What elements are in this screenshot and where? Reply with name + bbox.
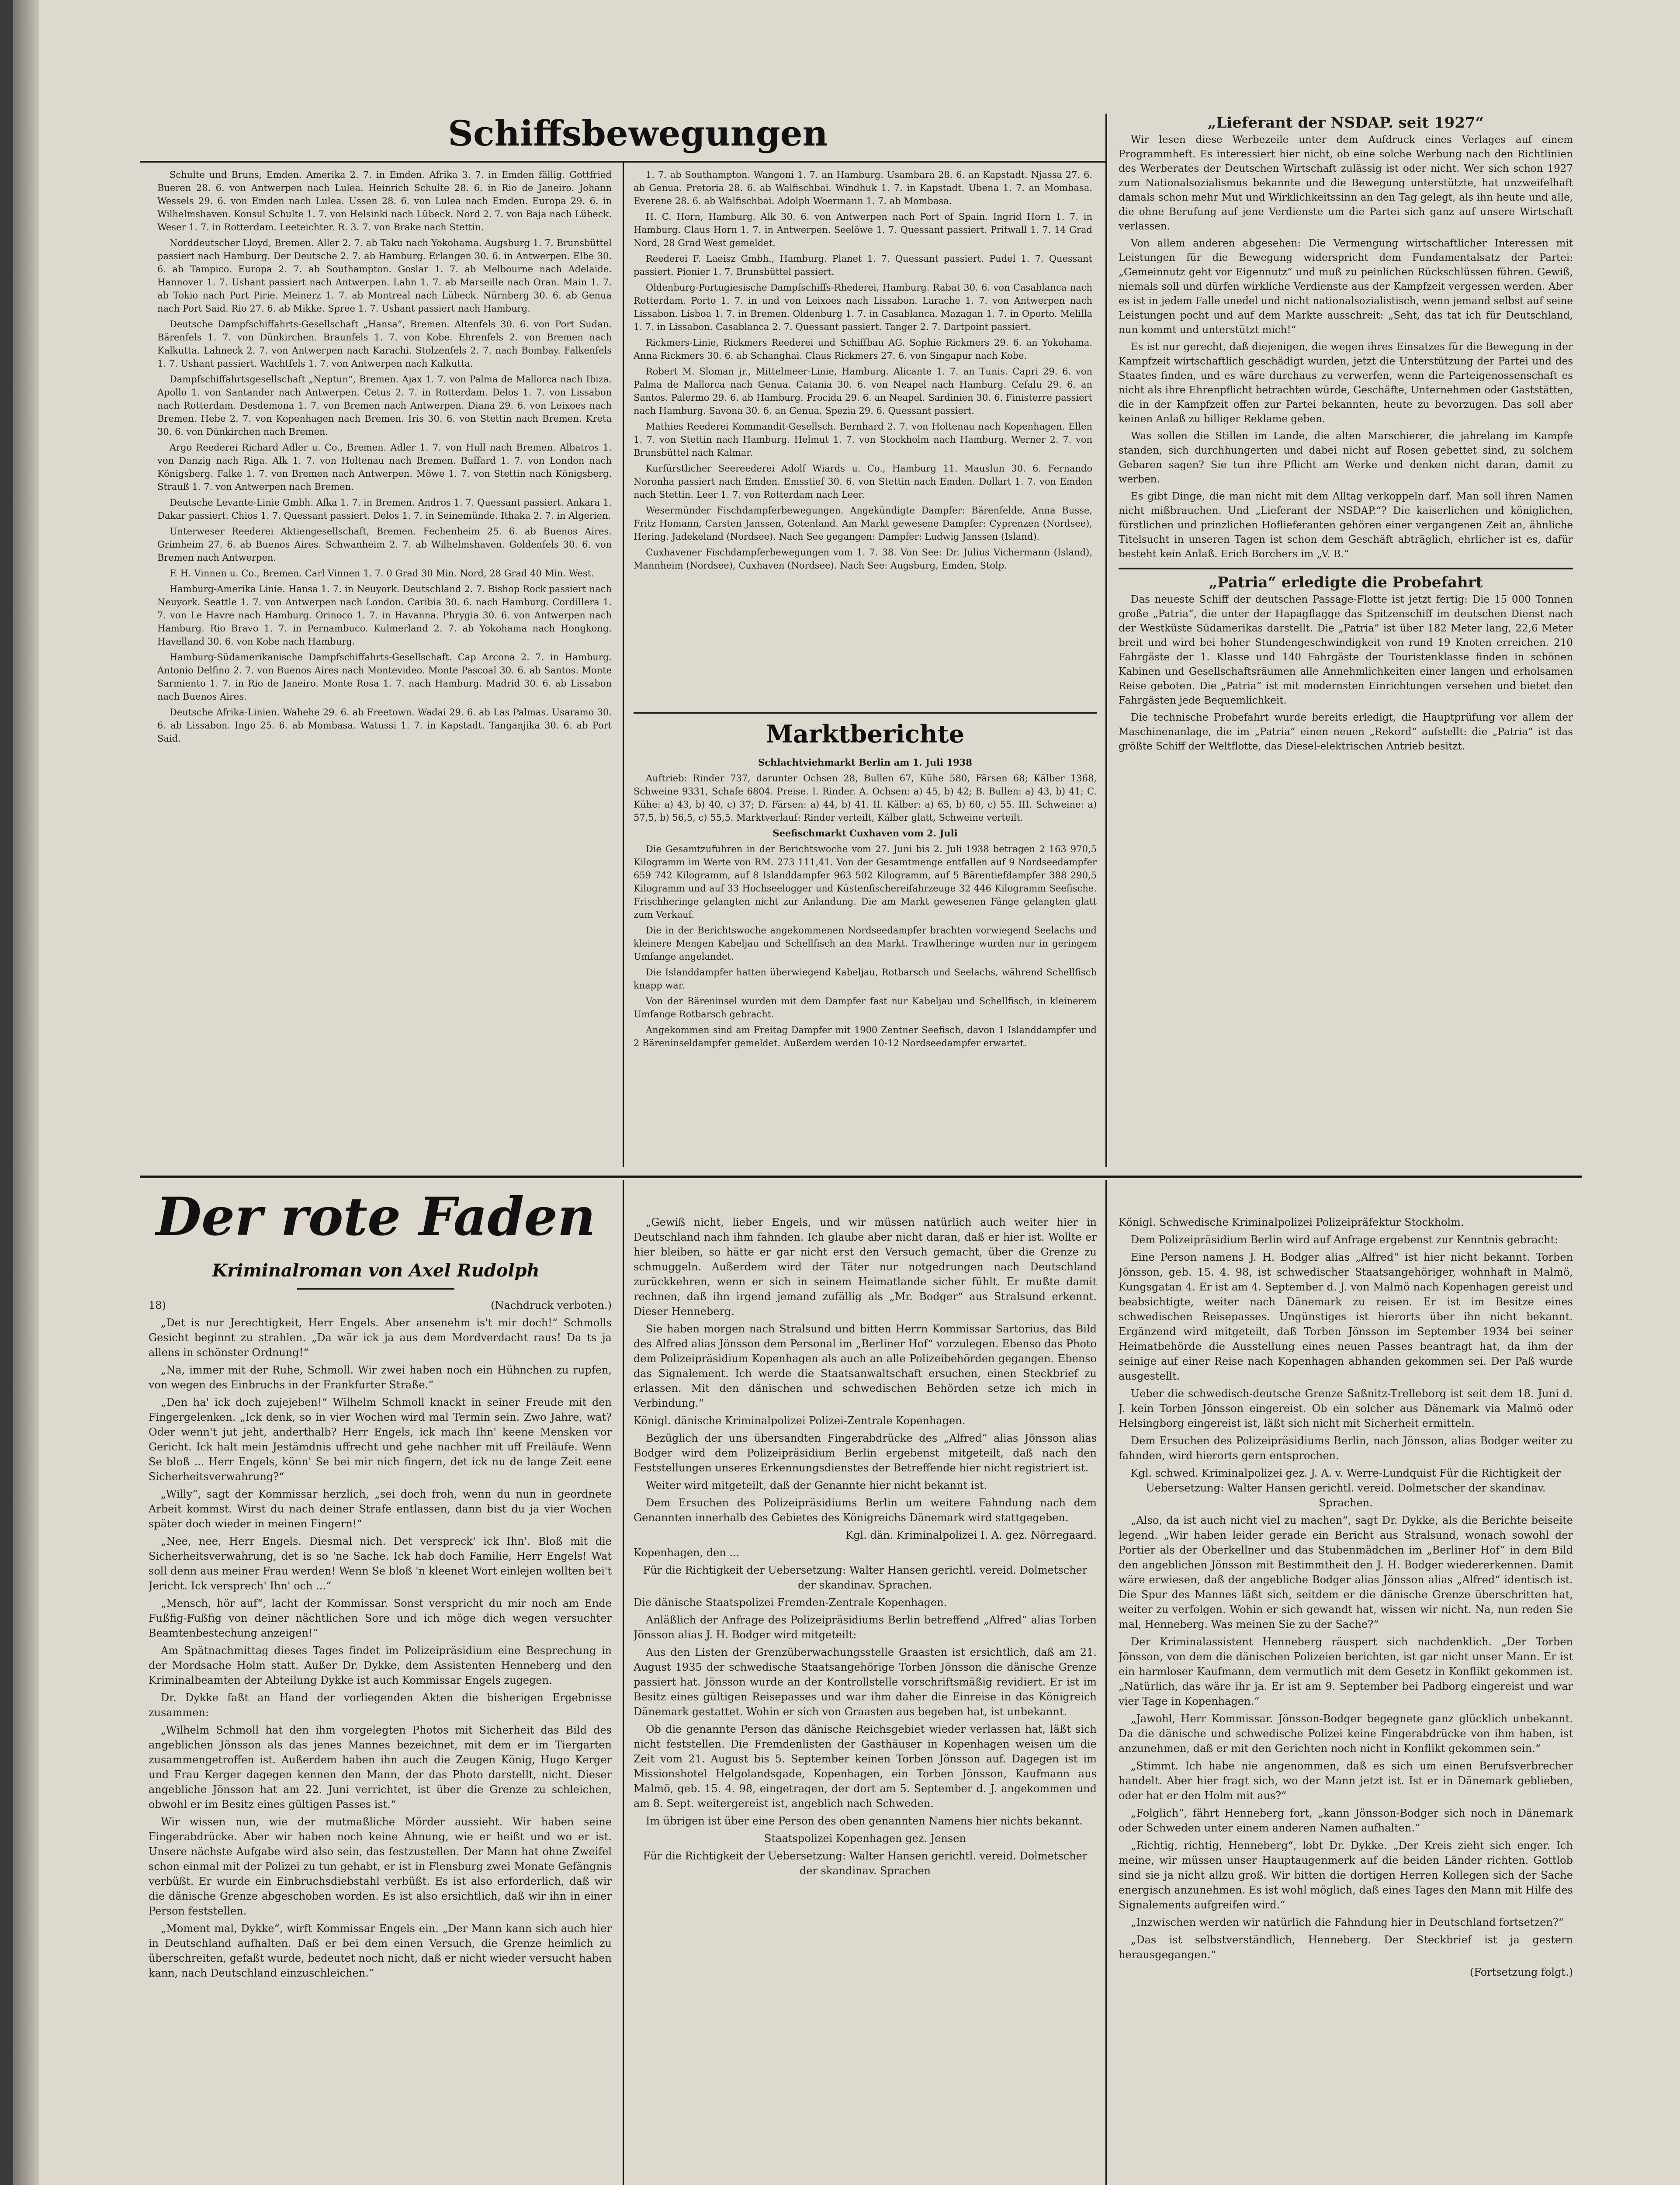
roman-p: Im übrigen ist über eine Person des oben genannten Namens hier nichts bekannt. bbox=[646, 1815, 1083, 1827]
roman-number: 18) bbox=[149, 1299, 166, 1311]
markt-heading: Schlachtviehmarkt Berlin am 1. Juli 1938 bbox=[758, 757, 972, 768]
section-rule bbox=[140, 1176, 1582, 1178]
roman-p: Eine Person namens J. H. Bodger alias „Alfred“ ist hier nicht bekannt. Torben Jönsson, geb. 15. 4. 98, ist schwedischer Staatsangehöriger, wohnhaft in Malmö, Kungsgatan 4. Er ist am 4. September d. J. von Malmö nach Kopenhagen gereist und beabsichtigte, weiter nach Dänemark zu reisen. Er ist im Besitze eines schwedischen Reisepasses. Ungünstiges ist hierorts über ihn nicht bekannt. Ergänzend wird mitgeteilt, daß Torben Jönsson im September 1934 bei seiner Heimatbehörde die Ausstellung eines neuen Passes beantragt hat, da ihm der seinige auf einer Reise nach Kopenhagen abhanden gekommen sei. Der Paß wurde ausgestellt. bbox=[1119, 1251, 1573, 1382]
roman-p: Dem Ersuchen des Polizeipräsidiums Berlin, nach Jönsson, alias Bodger weiter zu fahnden, wird hierorts gern entsprochen. bbox=[1119, 1435, 1573, 1462]
roman-p: Sie haben morgen nach Stralsund und bitten Herrn Kommissar Sartorius, das Bild des Alfred alias Jönsson dem Personal im „Berliner Hof“ vorzulegen. Ebenso das Photo dem Polizeipräsidium Kopenhagen als auch an alle Polizeibehörden gegangen. Ebenso das Signalement. Ich werde die Staatsanwaltschaft ersuchen, einen Steckbrief zu erlassen. Mit den dänischen und schwedischen Behörden setze ich mich in Verbindung.“ bbox=[634, 1323, 1097, 1409]
roman-p: „Richtig, richtig, Henneberg“, lobt Dr. Dykke. „Der Kreis zieht sich enger. Ich meine, wir müssen unser Hauptaugenmerk auf die beiden Länder richten. Gottlob sind sie ja nicht allzu groß. Wir bitten die dortigen Herren Kollegen sich der Sache energisch anzunehmen. Es ist wohl möglich, daß eines Tages den Mann mit Hilfe des Signalements aufgreifen wird.“ bbox=[1119, 1839, 1573, 1911]
lieferant-p: Von allem anderen abgesehen: Die Vermengung wirtschaftlicher Interessen mit Leistungen für die Bewegung widerspricht dem Fundamentalsatz der Partei: „Gemeinnutz geht vor Eigennutz“ und muß zu peinlichen Rückschlüssen führen. Gewiß, niemals soll und dürfen wirkliche Verdienste aus der Kampfzeit vergessen werden. Aber es ist in jedem Falle unedel und nicht nationalsozialistisch, wenn jemand selbst auf seine Leistungen pocht und auf dem Markte ausschreit: „Seht, das tat ich für Deutschland, nun kommt und unterstützt mich!“ bbox=[1119, 238, 1573, 336]
schiff-col1-p: Norddeutscher Lloyd, Bremen. Aller 2. 7. ab Taku nach Yokohama. Augsburg 1. 7. Brunsbüttel passiert nach Hamburg. Der Deutsche 2. 7. ab Hamburg. Erlangen 30. 6. in Antwerpen. Elbe 30. 6. ab Tampico. Europa 2. 7. ab Southampton. Goslar 1. 7. ab Melbourne nach Adelaide. Hannover 1. 7. Ushant passiert nach Antwerpen. Lahn 1. 7. ab Marseille nach Oran. Main 1. 7. ab Tokio nach Port Pirie. Meinerz 1. 7. ab Montreal nach Lübeck. Nürnberg 30. 6. ab Genua nach Port Said. Rio 27. 6. ab Mikke. Spree 1. 7. Ushant passiert nach Hamburg. bbox=[157, 238, 612, 314]
schiff-col2-p: 1. 7. ab Southampton. Wangoni 1. 7. an Hamburg. Usambara 28. 6. an Kapstadt. Njassa 27. 6. ab Genua. Pretoria 28. 6. ab Walfischbai. Windhuk 1. 7. in Kapstadt. Ubena 1. 7. an Mombasa. Everene 28. 6. ab Walfischbai. Adolph Woermann 1. 7. ab Mombasa. bbox=[634, 170, 1092, 206]
markt-p: Die in der Berichtswoche angekommenen Nordseedampfer brachten vorwiegend Seelachs und kleinere Mengen Kabeljau und Schellfisch an den Markt. Trawlheringe wurden nur in geringem Umfange angelandet. bbox=[634, 925, 1097, 962]
lieferant-p: Was sollen die Stillen im Lande, die alten Marschierer, die jahrelang im Kampfe standen, sich durchhungerten und dabei nicht auf Rosen gebettet sind, zu solchem Gebaren sagen? Sie tun ihre Pflicht am Werke und denken nicht daran, damit zu werben. bbox=[1119, 430, 1573, 485]
markt-p: Von der Bäreninsel wurden mit dem Dampfer fast nur Kabeljau und Schellfisch, in kleinerem Umfange Rotbarsch gebracht. bbox=[634, 996, 1097, 1020]
newspaper-page bbox=[13, 0, 1680, 2185]
lieferant-p: Wir lesen diese Werbezeile unter dem Aufdruck eines Verlages auf einem Programmheft. Es interessiert hier nicht, ob eine solche Werbung nach den Richtlinien des Werberates der Deutschen Wirtschaft zulässig ist oder nicht. Wer sich schon 1927 zum Nationalsozialismus bekannte und die Bewegung unterstützte, hat unzweifelhaft damals schon mehr Mut und Wirklichkeitssinn an den Tag gelegt, als ihn heute und alle, die ohne Berufung auf jene Verdienste um die Partei sich ganz auf unsere Wirtschaft verlassen. bbox=[1119, 134, 1573, 232]
roman-p: „Nee, nee, Herr Engels. Diesmal nich. Det verspreck' ick Ihn'. Bloß mit die Sicherheitsverwahrung, det is so 'ne Sache. Ick hab doch Familie, Herr Engels! Wat soll denn aus meiner Frau werden! Wenn Se bloß 'n kleenet Wort einlejen wollten bei't Jericht. Ick versprech' Ihn' och ...“ bbox=[149, 1535, 612, 1592]
roman-p: „Det is nur Jerechtigkeit, Herr Engels. Aber ansenehm is't mir doch!“ Schmolls Gesicht beginnt zu strahlen. „Da wär ick ja aus dem Mordverdacht raus! Da ts ja allens in schönster Ordnung!“ bbox=[149, 1317, 612, 1359]
markt-p: Angekommen sind am Freitag Dampfer mit 1900 Zentner Seefisch, davon 1 Islanddampfer und 2 Bäreninseldampfer gemeldet. Außerdem werden 10-12 Nordseedampfer erwartet. bbox=[634, 1025, 1097, 1048]
markt-p: Die Gesamtzufuhren in der Berichtswoche vom 27. Juni bis 2. Juli 1938 betragen 2 163 970,5 Kilogramm im Werte von RM. 273 111,41. Von der Gesamtmenge entfallen auf 9 Nordseedampfer 659 742 Kilogramm, auf 8 Islanddampfer 963 502 Kilogramm, auf 5 Bärentiefdampfer 388 290,5 Kilogramm und auf 33 Hochseelogger und Küstenfischereifahrzeuge 32 446 Kilogramm Seefische. Frischheringe gelangten nicht zur Anlandung. Die am Markt gewesenen Fänge gelangten glatt zum Verkauf. bbox=[634, 844, 1097, 920]
roman-p: „Gewiß nicht, lieber Engels, und wir müssen natürlich auch weiter hier in Deutschland nach ihm fahnden. Ich glaube aber nicht daran, daß er hier ist. Wollte er hier bleiben, so hätte er gar nicht erst den Versuch gemacht, über die Grenze zu schmuggeln. Außerdem wird der Täter nur notgedrungen nach Deutschland zurückkehren, wenn er sich in seinem Heimatlande sicher fühlt. Er mußte damit rechnen, daß ihn irgend jemand zufällig als „Mr. Bodger“ aus Stralsund erkennt. Dieser Henneberg. bbox=[634, 1216, 1097, 1318]
roman-p: Ob die genannte Person das dänische Reichsgebiet wieder verlassen hat, läßt sich nicht feststellen. Die Fremdenlisten der Gasthäuser in Kopenhagen weisen um die Zeit vom 21. August bis 5. September keinen Torben Jönsson auf. Dagegen ist im Missionshotel Helgolandsgade, Kopenhagen, ein Torben Jönsson, Kaufmann aus Malmö, geb. 15. 4. 98, eingetragen, der dort am 5. September d. J. angekommen und am 8. Sept. weitergereist ist, angeblich nach Schweden. bbox=[634, 1723, 1097, 1810]
roman-p: „Das ist selbstverständlich, Henneberg. Der Steckbrief ist ja gestern herausgegangen.“ bbox=[1119, 1934, 1573, 1961]
roman-p: Bezüglich der uns übersandten Fingerabdrücke des „Alfred“ alias Jönsson alias Bodger wird dem Polizeipräsidium Berlin ergebenst mitgeteilt, daß nach den Feststellungen unseres Erkennungsdienstes der Betreffende hier nicht registriert ist. bbox=[634, 1432, 1097, 1474]
roman-meta bbox=[149, 1298, 612, 1313]
roman-p: Wir wissen nun, wie der mutmaßliche Mörder aussieht. Wir haben seine Fingerabdrücke. Aber wir haben noch keine Ahnung, wie er heißt und wo er ist. Unsere nächste Aufgabe wird also sein, das festzustellen. Der Mann hat ohne Zweifel schon einmal mit der Polizei zu tun gehabt, er ist in Flensburg zwei Monate Gefängnis verbüßt. Er wurde ein Einbruchsdiebstahl verbüßt. Es ist also erforderlich, daß wir die dänische Grenze abgeschoben worden. Es ist also ersichtlich, daß wir ihn in einer Person feststellen. bbox=[149, 1816, 612, 1917]
roman-subtitle: Kriminalroman von Axel Rudolph bbox=[212, 1260, 540, 1281]
roman-p: Am Spätnachmittag dieses Tages findet im Polizeipräsidium eine Besprechung in der Mordsache Holm statt. Außer Dr. Dykke, dem Assistenten Henneberg und den Kriminalbeamten der Abteilung Dykke ist auch Kommissar Engels zugegen. bbox=[149, 1644, 612, 1686]
patria-p: Das neueste Schiff der deutschen Passage-Flotte ist jetzt fertig: Die 15 000 Tonnen große „Patria“, die unter der Hapagflagge das Spitzenschiff im deutschen Dienst nach der Westküste Südamerikas darstellt. Die „Patria“ ist über 182 Meter lang, 22,6 Meter breit und wird bei hoher Stundengeschwindigkeit von rund 19 Knoten erreichen. 210 Fahrgäste der 1. Klasse und 140 Fahrgäste der Touristenklasse finden in schönen Kabinen und Gesellschaftsräumen alle Annehmlichkeiten einer langen und erholsamen Reise geboten. Die „Patria“ ist mit modernsten Einrichtungen versehen und bietet den Fahrgästen jede Bequemlichkeit. bbox=[1119, 594, 1573, 706]
schiff-col2-p: Mathies Reederei Kommandit-Gesellsch. Bernhard 2. 7. von Holtenau nach Kopenhagen. Ellen 1. 7. von Stettin nach Hamburg. Helmut 1. 7. von Stockholm nach Hamburg. Werner 2. 7. von Brunsbüttel nach Kalmar. bbox=[634, 421, 1092, 458]
roman-place: Kopenhagen, den ... bbox=[634, 1547, 740, 1559]
roman-sub-rule bbox=[297, 1288, 454, 1290]
schiff-title: Schiffsbewegungen bbox=[448, 113, 828, 154]
schiff-col1-p: Deutsche Levante-Linie Gmbh. Afka 1. 7. in Bremen. Andros 1. 7. Quessant passiert. Ankara 1. Dakar passiert. Chios 1. 7. Quessant passiert. Delos 1. 7. in Seinemünde. Ithaka 2. 7. in Algerien. bbox=[157, 497, 612, 521]
schiff-col2-p: Robert M. Sloman jr., Mittelmeer-Linie, Hamburg. Alicante 1. 7. an Tunis. Capri 29. 6. von Palma de Mallorca nach Genua. Catania 30. 6. von Neapel nach Hamburg. Cefalu 29. 6. an Santos. Palermo 29. 6. ab Hamburg. Procida 29. 6. an Neapel. Sardinien 30. 6. Finisterre passiert nach Hamburg. Savona 30. 6. an Genua. Spezia 29. 6. Quessant passiert. bbox=[634, 366, 1092, 416]
roman-p: Anläßlich der Anfrage des Polizeipräsidiums Berlin betreffend „Alfred“ alias Torben Jönsson alias J. H. Bodger wird mitgeteilt: bbox=[634, 1614, 1097, 1641]
col-divider-4 bbox=[1105, 1180, 1107, 2185]
roman-p: „Wilhelm Schmoll hat den ihm vorgelegten Photos mit Sicherheit das Bild des angeblichen Jönsson als das jenes Mannes bezeichnet, mit dem er im Tiergarten zusammengetroffen ist. Außerdem haben ihn auch die Zeugen König, Hugo Kerger und Frau Kerger dagegen kennen den Mann, der das Photo darstellt, nicht. Dieser angebliche Jönsson hat am 22. Juni verrichtet, ist über die Grenze zu schleichen, obwohl er im Besitz eines gültigen Passes ist.“ bbox=[149, 1724, 612, 1810]
roman-p: Dem Ersuchen des Polizeipräsidiums Berlin um weitere Fahndung nach dem Genannten innerhalb des Gebietes des Königreichs Dänemark wird stattgegeben. bbox=[634, 1497, 1097, 1524]
markt-heading: Seefischmarkt Cuxhaven vom 2. Juli bbox=[772, 828, 958, 839]
roman-p: Dem Polizeipräsidium Berlin wird auf Anfrage ergebenst zur Kenntnis gebracht: bbox=[1131, 1234, 1559, 1246]
roman-signature: Für die Richtigkeit der Uebersetzung: Walter Hansen gerichtl. vereid. Dolmetscher der skandinav. Sprachen. bbox=[643, 1564, 1088, 1591]
roman-continued: (Fortsetzung folgt.) bbox=[1470, 1966, 1573, 1978]
markt-rule bbox=[634, 712, 1097, 714]
schiff-col2-p: Reederei F. Laeisz Gmbh., Hamburg. Planet 1. 7. Quessant passiert. Pudel 1. 7. Quessant passiert. Pionier 1. 7. Brunsbüttel passiert. bbox=[634, 253, 1092, 277]
lieferant-p: Es ist nur gerecht, daß diejenigen, die wegen ihres Einsatzes für die Bewegung in der Kampfzeit wirtschaftlich geschädigt wurden, jetzt die Unterstützung der Partei und des Staates finden, und es wäre durchaus zu verwerfen, wenn die Parteigenossenschaft es nicht als ihre Ehrenpflicht betrachten würde, Geschäfte, Unternehmen oder Gaststätten, die in der Kampfzeit offen zur Partei bekannten, heute zu bevorzugen. Das soll aber keinen Anlaß zu billiger Reklame geben. bbox=[1119, 341, 1573, 425]
schiff-col1-p: Schulte und Bruns, Emden. Amerika 2. 7. in Emden. Afrika 3. 7. in Emden fällig. Gottfried Bueren 28. 6. von Antwerpen nach Lulea. Heinrich Schulte 28. 6. in Rio de Janeiro. Johann Wessels 29. 6. von Emden nach Lulea. Ussen 28. 6. von Lulea nach Emden. Europa 29. 6. in Wilhelmshaven. Konsul Schulte 1. 7. von Helsinki nach Lübeck. Nord 2. 7. von Baja nach Lübeck. Weser 1. 7. in Rotterdam. Leeteichter. R. 3. 7. von Brake nach Stettin. bbox=[157, 170, 612, 232]
schiff-col2-p: Oldenburg-Portugiesische Dampfschiffs-Rhederei, Hamburg. Rabat 30. 6. von Casablanca nach Rotterdam. Porto 1. 7. in und von Leixoes nach Lissabon. Larache 1. 7. von Antwerpen nach Lissabon. Lisboa 1. 7. in Bremen. Oldenburg 1. 7. in Casablanca. Mazagan 1. 7. in Oporto. Melilla 1. 7. in Lissabon. Casablanca 2. 7. Quessant passiert. Tanger 2. 7. Dartpoint passiert. bbox=[634, 282, 1092, 332]
roman-p: „Stimmt. Ich habe nie angenommen, daß es sich um einen Berufsverbrecher handelt. Aber hier fragt sich, wo der Mann jetzt ist. Ist er in Dänemark geblieben, oder hat er den Holm mit aus?“ bbox=[1119, 1760, 1573, 1802]
roman-p: „Mensch, hör auf“, lacht der Kommissar. Sonst verspricht du mir noch am Ende Fußfig-Fußfig von deiner nächtlichen Sore und ich möge dich wegen versuchter Beamtenbestechung anzeigen!“ bbox=[149, 1597, 612, 1639]
roman-title: Der rote Faden bbox=[156, 1186, 596, 1248]
col-divider-1 bbox=[623, 162, 624, 1167]
roman-letterhead: Königl. dänische Kriminalpolizei Polizei-Zentrale Kopenhagen. bbox=[634, 1415, 966, 1427]
roman-p: Weiter wird mitgeteilt, daß der Genannte hier nicht bekannt ist. bbox=[646, 1479, 987, 1491]
roman-signature: Kgl. schwed. Kriminalpolizei gez. J. A. v. Werre-Lundquist Für die Richtigkeit der Uebersetzung: Walter Hansen gerichtl. vereid. Dolmetscher der skandinav. Sprachen. bbox=[1130, 1467, 1561, 1509]
schiff-col1-p: Unterweser Reederei Aktiengesellschaft, Bremen. Fechenheim 25. 6. ab Buenos Aires. Grimheim 27. 6. ab Buenos Aires. Schwanheim 2. 7. ab Wilhelmshaven. Goldenfels 30. 6. von Bremen nach Antwerpen. bbox=[157, 526, 612, 563]
schiff-col1-p: Dampfschiffahrtsgesellschaft „Neptun“, Bremen. Ajax 1. 7. von Palma de Mallorca nach Ibiza. Apollo 1. von Santander nach Antwerpen. Cetus 2. 7. in Rotterdam. Delos 1. 7. von Lissabon nach Rotterdam. Desdemona 1. 7. von Bremen nach Antwerpen. Diana 29. 6. von Leixoes nach Bremen. Hebe 2. 7. von Kopenhagen nach Bremen. Iris 30. 6. von Stettin nach Bremen. Kreta 30. 6. von Dünkirchen nach Bremen. bbox=[157, 374, 612, 437]
roman-signature: Staatspolizei Kopenhagen gez. Jensen bbox=[764, 1832, 966, 1845]
patria-p: Die technische Probefahrt wurde bereits erledigt, die Hauptprüfung vor allem der Maschinenanlage, die im „Patria“ einen neuen „Rekord“ aufstellt: die „Patria“ ist das größte Schiff der Weltflotte, das Diesel-elektrischen Antrieb besitzt. bbox=[1119, 712, 1573, 752]
schiff-col2-p: Rickmers-Linie, Rickmers Reederei und Schiffbau AG. Sophie Rickmers 29. 6. an Yokohama. Anna Rickmers 30. 6. ab Schanghai. Claus Rickmers 27. 6. von Singapur nach Kobe. bbox=[634, 337, 1092, 361]
roman-p: „Den ha' ick doch zujejeben!“ Wilhelm Schmoll knackt in seiner Freude mit den Fingergelenken. „Ick denk, so in vier Wochen wird mal Termin sein. Zwo Jahre, wat? Oder wenn't jut jeht, anderthalb? Herr Engels, ick mach Ihn' keene Mensken vor Gericht. Ick halt mein Jestämdnis uffrecht und gehe nachher mit uff Freiläufe. Wenn Se bloß ... Herr Engels, könn' Se bei mir nich fingern, det ick nu de lange Zeit eene Sicherheitsverwahrung?“ bbox=[149, 1396, 612, 1483]
markt-col bbox=[634, 756, 1097, 1167]
roman-p: Der Kriminalassistent Henneberg räuspert sich nachdenklich. „Der Torben Jönsson, von dem die dänischen Polizeien berichten, ist gar nicht unser Mann. Er ist ein harmloser Kaufmann, dem vermutlich mit dem Gesetz in Konflikt gekommen ist. „Natürlich, das wäre ihr ja. Er ist am 9. September bei Padborg eingereist und war vier Tage in Kopenhagen.“ bbox=[1119, 1636, 1573, 1707]
schiff-col1-p: Deutsche Dampfschiffahrts-Gesellschaft „Hansa“, Bremen. Altenfels 30. 6. von Port Sudan. Bärenfels 1. 7. von Dünkirchen. Braunfels 1. 7. von Kobe. Ehrenfels 2. von Bremen nach Kalkutta. Lahneck 2. 7. von Antwerpen nach Karachi. Stolzenfels 2. 7. nach Bombay. Falkenfels 1. 7. Ushant passiert. Wachtfels 1. 7. von Antwerpen nach Kalkutta. bbox=[157, 319, 612, 369]
roman-signature: Für die Richtigkeit der Uebersetzung: Walter Hansen gerichtl. vereid. Dolmetscher der skandinav. Sprachen bbox=[643, 1850, 1088, 1877]
patria-title: „Patria“ erledigte die Probefahrt bbox=[1209, 574, 1483, 591]
schiff-col2-p: Kurfürstlicher Seereederei Adolf Wiards u. Co., Hamburg 11. Mauslun 30. 6. Fernando Noronha passiert nach Emden. Emsstief 30. 6. von Stettin nach Emden. Dollart 1. 7. von Emden nach Stettin. Leer 1. 7. von Rotterdam nach Leer. bbox=[634, 463, 1092, 500]
markt-title: Marktberichte bbox=[766, 720, 965, 749]
roman-letterhead: Königl. Schwedische Kriminalpolizei Polizeipräfektur Stockholm. bbox=[1119, 1216, 1464, 1228]
schiff-col1-p: Argo Reederei Richard Adler u. Co., Bremen. Adler 1. 7. von Hull nach Bremen. Albatros 1. von Danzig nach Riga. Alk 1. 7. von Holtenau nach Bremen. Buffard 1. 7. von London nach Königsberg. Falke 1. 7. von Bremen nach Antwerpen. Möwe 1. 7. von Stettin nach Königsberg. Strauß 1. 7. von Antwerpen nach Bremen. bbox=[157, 442, 612, 492]
roman-p: „Willy“, sagt der Kommissar herzlich, „sei doch froh, wenn du nun in geordnete Arbeit kommst. Wirst du nach deiner Strafe entlassen, dann bist du ja vier Wochen später doch wieder in meinen Fingern!“ bbox=[149, 1488, 612, 1530]
roman-note: (Nachdruck verboten.) bbox=[491, 1299, 612, 1311]
roman-col2 bbox=[634, 1215, 1097, 2185]
col-divider-3 bbox=[623, 1180, 624, 2185]
roman-p: Ueber die schwedisch-deutsche Grenze Saßnitz-Trelleborg ist seit dem 18. Juni d. J. kein Torben Jönsson eingereist. Ob ein solcher aus Dänemark via Malmö oder Helsingborg eingereist ist, läßt sich nicht mit Sicherheit ermitteln. bbox=[1119, 1387, 1573, 1429]
col-divider-2 bbox=[1105, 114, 1107, 1167]
roman-p: Dr. Dykke faßt an Hand der vorliegenden Akten die bisherigen Ergebnisse zusammen: bbox=[149, 1692, 612, 1719]
roman-p: „Na, immer mit der Ruhe, Schmoll. Wir zwei haben noch ein Hühnchen zu rupfen, von wegen des Einbruchs in der Frankfurter Straße.“ bbox=[149, 1364, 612, 1391]
roman-p: „Inzwischen werden wir natürlich die Fahndung hier in Deutschland fortsetzen?“ bbox=[1131, 1916, 1564, 1928]
schiff-col1-p: F. H. Vinnen u. Co., Bremen. Carl Vinnen 1. 7. 0 Grad 30 Min. Nord, 28 Grad 40 Min. West. bbox=[170, 568, 594, 579]
schiff-col1-p: Hamburg-Südamerikanische Dampfschiffahrts-Gesellschaft. Cap Arcona 2. 7. in Hamburg. Antonio Delfino 2. 7. von Buenos Aires nach Montevideo. Monte Pascoal 30. 6. ab Santos. Monte Sarmiento 1. 7. in Rio de Janeiro. Monte Rosa 1. 7. nach Hamburg. Madrid 30. 6. ab Lissabon nach Buenos Aires. bbox=[157, 652, 612, 702]
schiff-col2 bbox=[634, 168, 1092, 706]
roman-signature: Kgl. dän. Kriminalpolizei I. A. gez. Nörregaard. bbox=[845, 1529, 1097, 1541]
markt-p: Die Islanddampfer hatten überwiegend Kabeljau, Rotbarsch und Seelachs, während Schellfisch knapp war. bbox=[634, 967, 1097, 991]
roman-col1 bbox=[149, 1298, 612, 2185]
roman-letterhead: Die dänische Staatspolizei Fremden-Zentrale Kopenhagen. bbox=[634, 1596, 947, 1609]
roman-p: „Moment mal, Dykke“, wirft Kommissar Engels ein. „Der Mann kann sich auch hier in Deutschland aufhalten. Daß er bei dem einen Versuch, die Grenze heimlich zu überschreiten, gefaßt wurde, bedeutet noch nicht, daß er nicht wieder versucht haben kann, nach Deutschland einzuschleichen.“ bbox=[149, 1922, 612, 1979]
schiff-col1-p: Hamburg-Amerika Linie. Hansa 1. 7. in Neuyork. Deutschland 2. 7. Bishop Rock passiert nach Neuyork. Seattle 1. 7. von Antwerpen nach London. Caribia 30. 6. nach Hamburg. Cordillera 1. 7. von Le Havre nach Hamburg. Orinoco 1. 7. in Havanna. Phrygia 30. 6. von Antwerpen nach Hamburg. Rio Bravo 1. 7. in Pernambuco. Kulmerland 2. 7. ab Yokohama nach Hongkong. Havelland 30. 6. von Kobe nach Hamburg. bbox=[157, 584, 612, 647]
roman-p: „Folglich“, fährt Henneberg fort, „kann Jönsson-Bodger sich noch in Dänemark oder Schweden unter einem anderen Namen aufhalten.“ bbox=[1119, 1807, 1573, 1834]
roman-p: „Also, da ist auch nicht viel zu machen“, sagt Dr. Dykke, als die Berichte beiseite legend. „Wir haben leider gerade ein Bericht aus Stralsund, wonach sowohl der Portier als der Oberkellner und das Stubenmädchen im „Berliner Hof“ in dem Bild den angeblichen Jönsson mit Bestimmtheit den J. H. Bodger wiedererkennen. Damit wäre erwiesen, daß der angebliche Bodger alias Jönsson alias „Alfred“ identisch ist. Die Spur des Mannes läßt sich, seitdem er die dänische Grenze überschritten hat, weiter zu verfolgen. Wohin er sich gewandt hat, wissen wir nicht. Na, nun reden Sie mal, Henneberg. Was meinen Sie zu der Sache?“ bbox=[1119, 1514, 1573, 1630]
schiff-col2-p: Wesermünder Fischdampferbewegungen. Angekündigte Dampfer: Bärenfelde, Anna Busse, Fritz Homann, Carsten Janssen, Gotenland. Am Markt gewesene Dampfer: Cyprenzen (Nordsee), Hering. Jadekeland (Nordsee). Nach See gegangen: Dampfer: Ludwig Janssen (Island). bbox=[634, 505, 1092, 542]
roman-p: Aus den Listen der Grenzüberwachungsstelle Graasten ist ersichtlich, daß am 21. August 1935 der schwedische Staatsangehörige Torben Jönsson die dänische Grenze passiert hat. Jönsson wurde an der Kontrollstelle vorschriftsmäßig revidiert. Er ist im Besitz eines gültigen Reisepasses und war ihm daher die Einreise in das Königreich Dänemark gestattet. Wohin er sich von Graasten aus begeben hat, ist unbekannt. bbox=[634, 1646, 1097, 1718]
roman-col3 bbox=[1119, 1215, 1573, 2185]
lieferant-title: „Lieferant der NSDAP. seit 1927“ bbox=[1207, 116, 1484, 132]
schiff-col2-p: Cuxhavener Fischdampferbewegungen vom 1. 7. 38. Von See: Dr. Julius Vichermann (Island), Mannheim (Nordsee), Cuxhaven (Nordsee). Nach See: Augsburg, Emden, Stolp. bbox=[634, 547, 1092, 571]
schiff-col1 bbox=[157, 168, 612, 1173]
markt-p: Auftrieb: Rinder 737, darunter Ochsen 28, Bullen 67, Kühe 580, Färsen 68; Kälber 1368, Schweine 9331, Schafe 6804. Preise. I. Rinder. A. Ochsen: a) 45, b) 42; B. Bullen: a) 43, b) 41; C. Kühe: a) 43, b) 40, c) 37; D. Färsen: a) 44, b) 41. II. Kälber: a) 65, b) 60, c) 55. III. Schweine: a) 57,5, b) 56,5, c) 55,5. Marktverlauf: Rinder verteilt, Kälber glatt, Schweine verteilt. bbox=[634, 773, 1097, 823]
lieferant-p: Es gibt Dinge, die man nicht mit dem Alltag verkoppeln darf. Man soll ihren Namen nicht mißbrauchen. Und „Lieferant der NSDAP.“? Die kaiserlichen und königlichen, fürstlichen und prinzlichen Hoflieferanten gehören einer vergangenen Zeit an, ähnliche Titelsucht in unseren Tagen ist schon dem Geschäft abträglich, ehrlicher ist es, dafür besteht kein Anlaß. Erich Borchers im „V. B.“ bbox=[1119, 491, 1573, 560]
right-col bbox=[1119, 116, 1573, 1165]
schiff-col1-p: Deutsche Afrika-Linien. Wahehe 29. 6. ab Freetown. Wadai 29. 6. ab Las Palmas. Usaramo 30. 6. ab Lissabon. Ingo 25. 6. ab Mombasa. Watussi 1. 7. in Kapstadt. Tanganjika 30. 6. ab Port Said. bbox=[157, 707, 612, 744]
roman-p: „Jawohl, Herr Kommissar. Jönsson-Bodger begegnete ganz glücklich unbekannt. Da die dänische und schwedische Polizei keine Fingerabdrücke von ihm haben, ist anzunehmen, daß er mit den Gerichten noch nicht in Konflikt gekommen sein.“ bbox=[1119, 1713, 1573, 1755]
patria-rule bbox=[1119, 568, 1573, 569]
schiff-col2-p: H. C. Horn, Hamburg. Alk 30. 6. von Antwerpen nach Port of Spain. Ingrid Horn 1. 7. in Hamburg. Claus Horn 1. 7. in Antwerpen. Seelöwe 1. 7. Quessant passiert. Pritwall 1. 7. 14 Grad Nord, 28 Grad West gemeldet. bbox=[634, 212, 1092, 248]
